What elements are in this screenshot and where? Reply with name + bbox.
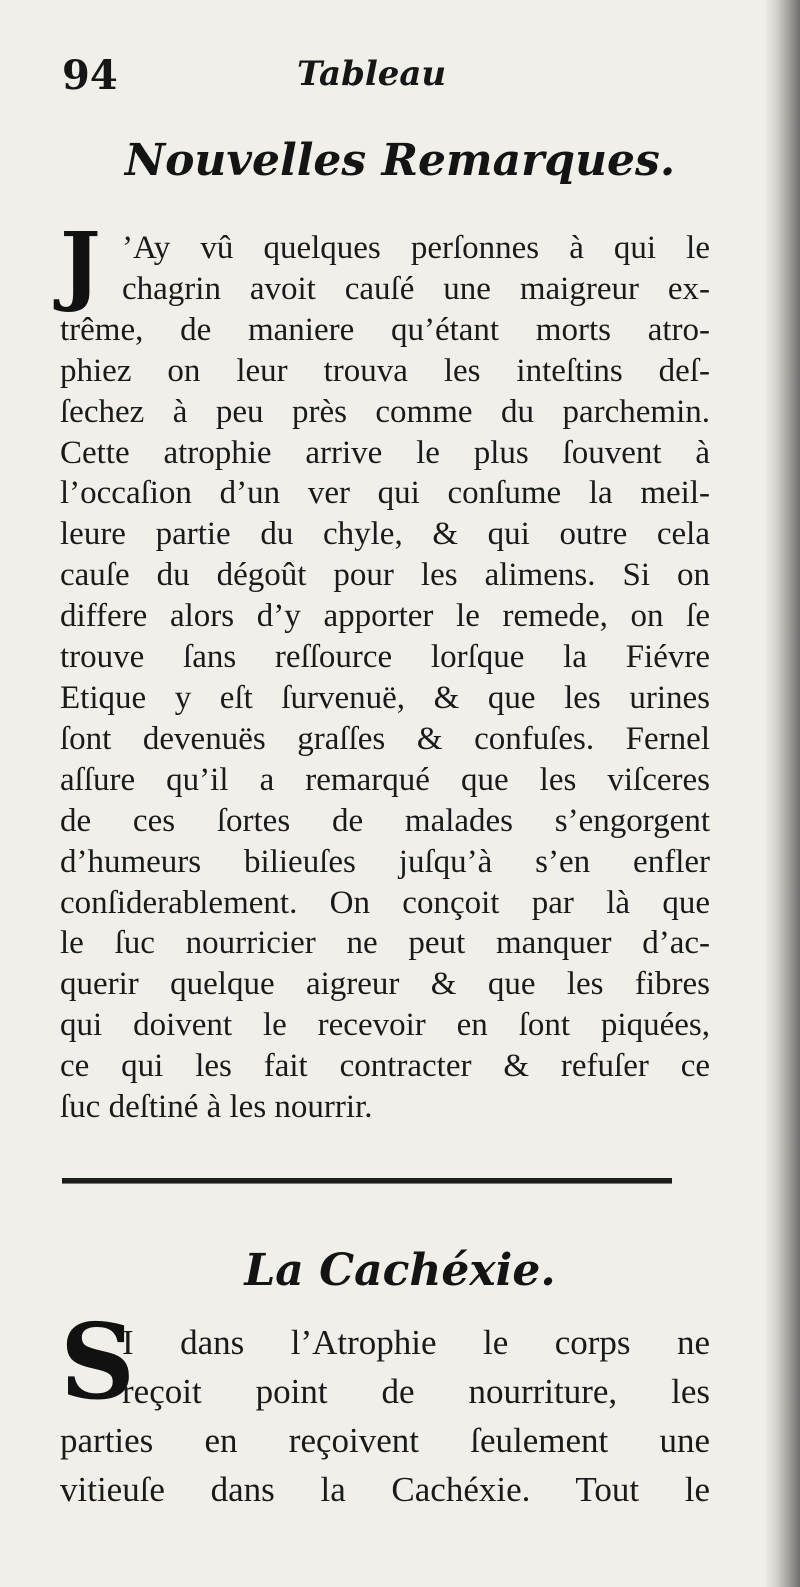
section-title-la-cachexie: La Cachéxie. <box>244 1245 556 1296</box>
section-title-nouvelles-remarques: Nouvelles Remarques. <box>124 135 676 186</box>
page-number: 94 <box>62 52 118 99</box>
drop-cap: J <box>60 214 101 315</box>
text-line: Etique y eſt ſurvenuë, & que les urines <box>60 679 710 716</box>
text-line: le ſuc nourricier ne peut manquer d’ac- <box>60 925 710 962</box>
section-divider-rule <box>62 1178 672 1184</box>
page-header <box>62 52 702 112</box>
text-line: trême, de maniere qu’étant morts atro- <box>60 311 710 348</box>
text-line: vitieuſe dans la Cachéxie. Tout le <box>60 1470 710 1509</box>
running-head: Tableau <box>297 54 447 94</box>
paragraph-nouvelles-remarques <box>60 214 710 1128</box>
text-line: phiez on leur trouva les inteſtins deſ- <box>60 352 710 389</box>
text-line: l’occaſion d’un ver qui conſume la meil- <box>60 475 710 512</box>
text-line: ’Ay vû quelques perſonnes à qui le <box>122 230 710 266</box>
text-line: querir quelque aigreur & que les fibres <box>60 966 710 1003</box>
text-line: ce qui les fait contracter & refuſer ce <box>60 1048 710 1085</box>
text-line: trouve ſans reſſource lorſque la Fiévre <box>60 639 710 676</box>
text-line: cauſe du dégoût pour les alimens. Si on <box>60 557 710 594</box>
text-line: ſont devenuës graſſes & confuſes. Fernel <box>60 720 710 757</box>
text-line: ſechez à peu près comme du parchemin. <box>60 393 710 430</box>
paragraph-la-cachexie <box>60 1300 710 1514</box>
text-line: ſuc deſtiné à les nourrir. <box>60 1089 373 1126</box>
page-gutter-shadow <box>766 0 800 1587</box>
drop-cap: S <box>60 1300 136 1423</box>
text-line: I dans l’Atrophie le corps ne <box>122 1323 710 1362</box>
text-line: Cette atrophie arrive le plus ſouvent à <box>60 434 710 471</box>
text-line: aſſure qu’il a remarqué que les viſceres <box>60 761 710 798</box>
text-line: qui doivent le recevoir en ſont piquées, <box>60 1007 710 1044</box>
text-line: de ces ſortes de malades s’engorgent <box>60 802 710 839</box>
text-line: chagrin avoit cauſé une maigreur ex- <box>122 270 710 307</box>
text-line: leure partie du chyle, & qui outre cela <box>60 516 710 553</box>
text-line: d’humeurs bilieuſes juſqu’à s’en enfler <box>60 843 710 880</box>
text-line: differe alors d’y apporter le remede, on ſe <box>60 598 710 635</box>
text-line: parties en reçoivent ſeulement une <box>60 1421 710 1460</box>
text-line: reçoit point de nourriture, les <box>122 1372 710 1411</box>
text-line: conſiderablement. On conçoit par là que <box>60 884 710 921</box>
